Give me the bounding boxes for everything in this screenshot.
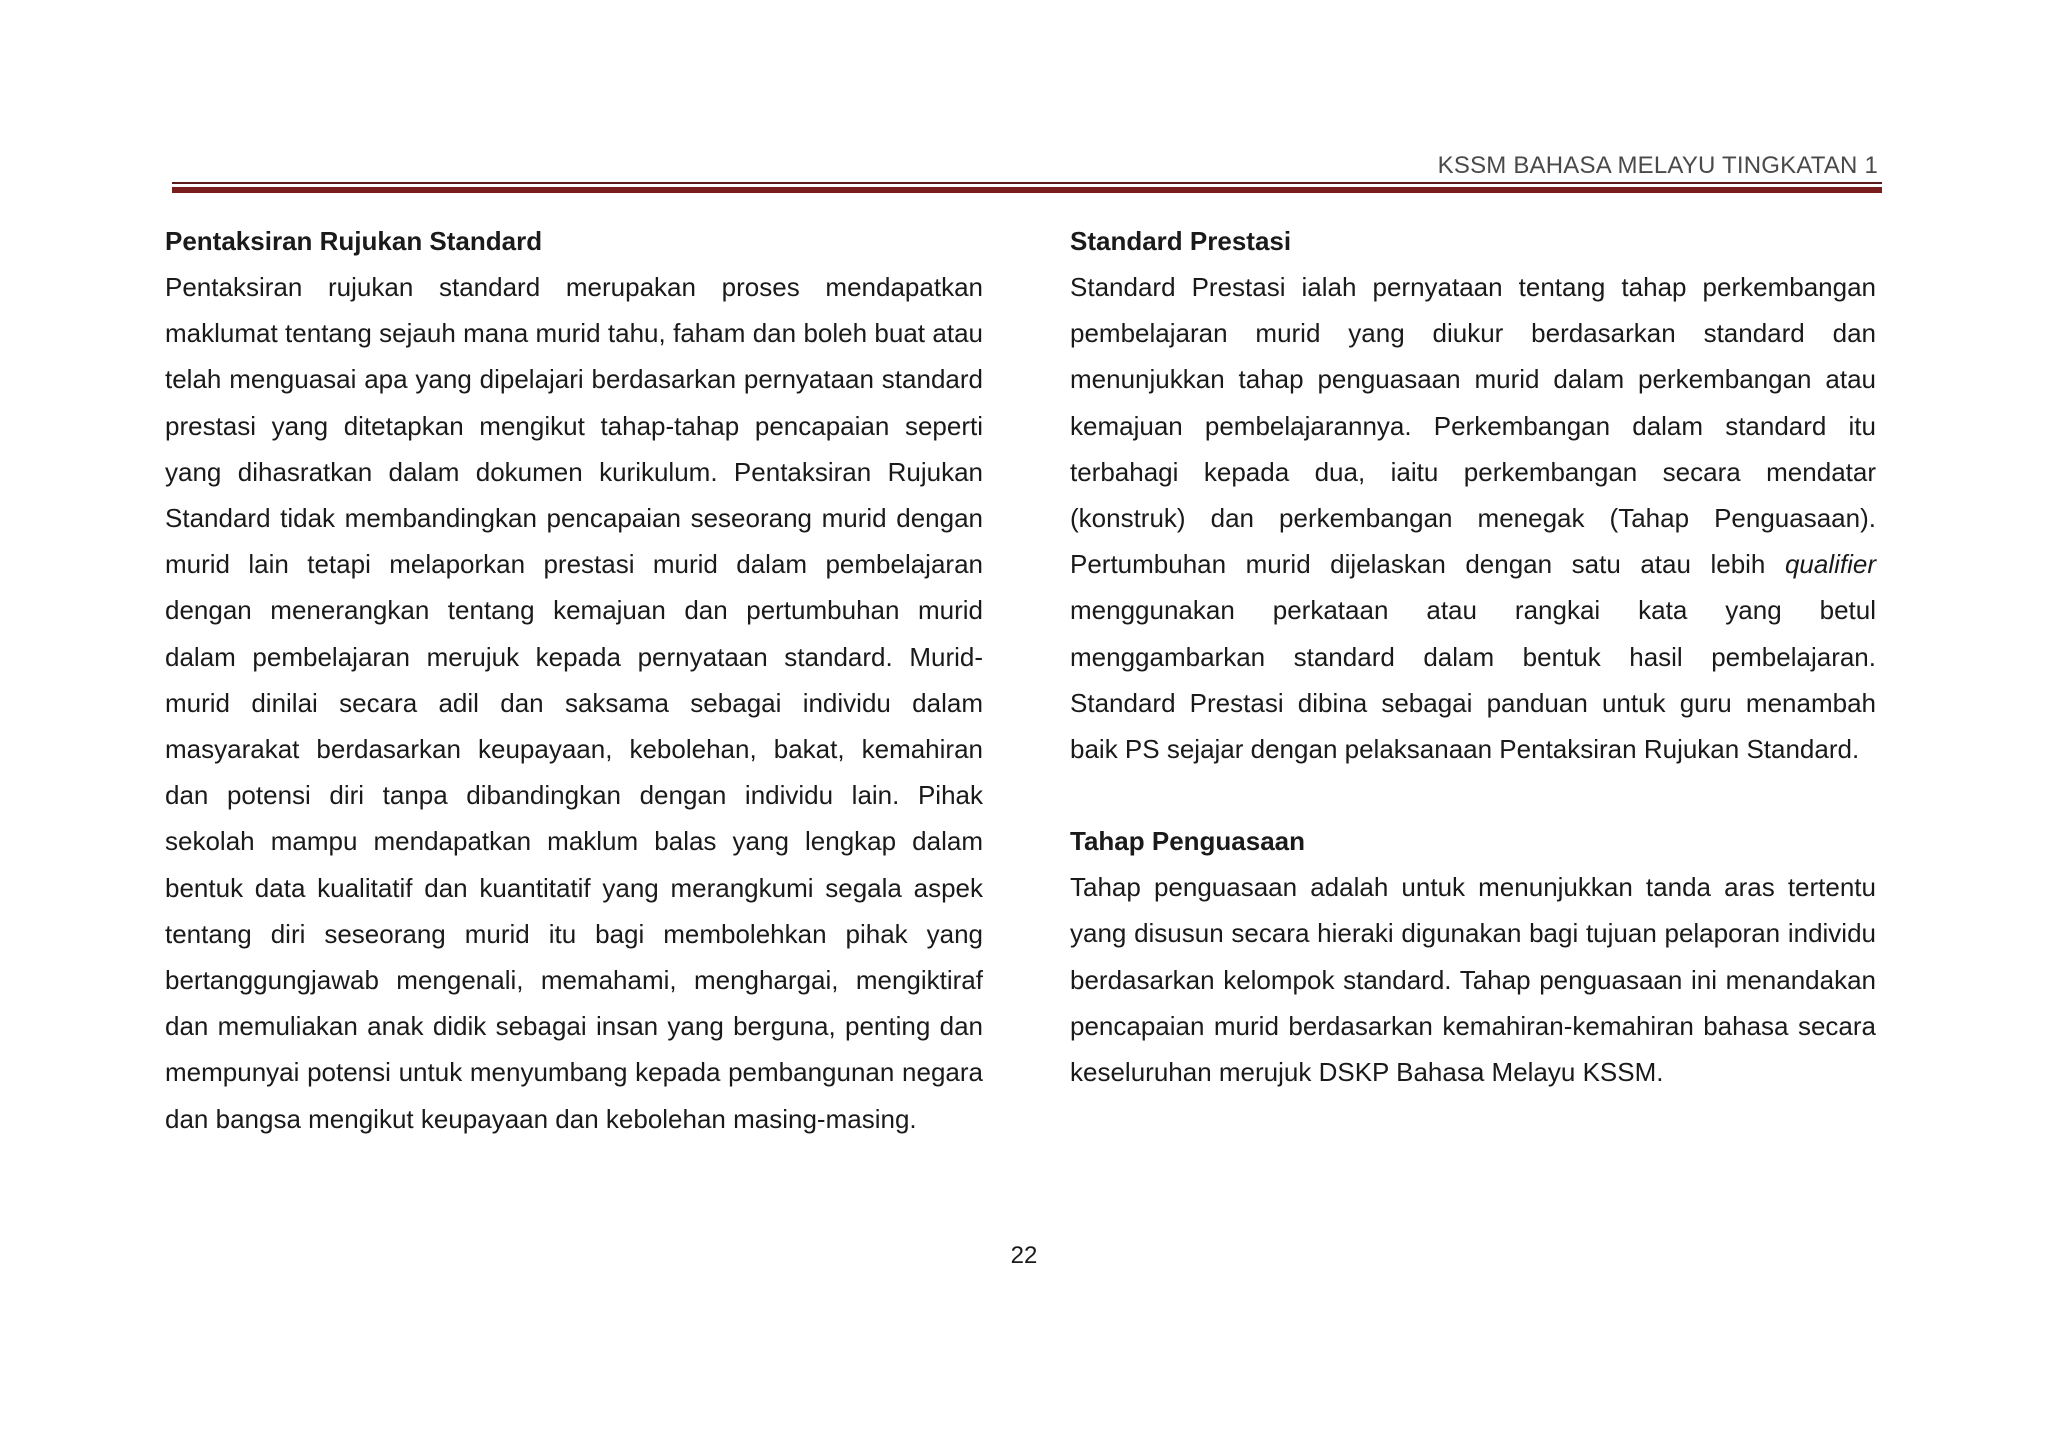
header-rule-thick [172, 187, 1882, 193]
paragraph-text-part2: menggunakan perkataan atau rangkai kata yang betul menggambarkan standard dalam bentuk hasil pembelajaran. Standard Prestasi dibina sebagai panduan untuk guru menambah baik PS sejajar dengan pelaksanaan Pentaksiran Rujukan Standard. [1070, 595, 1876, 765]
section-heading-pentaksiran: Pentaksiran Rujukan Standard [165, 226, 543, 256]
header-rule-thin [172, 182, 1882, 184]
section-spacer [1070, 772, 1876, 818]
paragraph-standard-prestasi [1070, 264, 1876, 772]
left-column [165, 218, 983, 1142]
right-column [1070, 218, 1876, 1095]
section-heading-tahap-penguasaan: Tahap Penguasaan [1070, 826, 1306, 857]
qualifier-term: qualifier [1784, 549, 1876, 580]
running-header-title: KSSM BAHASA MELAYU TINGKATAN 1 [1437, 152, 1878, 179]
paragraph-tahap-penguasaan: Tahap penguasaan adalah untuk menunjukkan tanda aras tertentu yang disusun secara hieraki digunakan bagi tujuan pelaporan individu berdasarkan kelompok standard. Tahap penguasaan ini menandakan pencapaian murid berdasarkan kemahiran-kemahiran bahasa secara keseluruhan merujuk DSKP Bahasa Melayu KSSM. [1070, 872, 1876, 1088]
section-heading-standard-prestasi: Standard Prestasi [1070, 226, 1292, 256]
page-number: 22 [1010, 1242, 1038, 1269]
paragraph-pentaksiran: Pentaksiran rujukan standard merupakan proses mendapatkan maklumat tentang sejauh mana murid tahu, faham dan boleh buat atau telah menguasai apa yang dipelajari berdasarkan pernyataan standard prestasi yang ditetapkan mengikut tahap-tahap pencapaian seperti yang dihasratkan dalam dokumen kurikulum. Pentaksiran Rujukan Standard tidak membandingkan pencapaian seseorang murid dengan murid lain tetapi melaporkan prestasi murid dalam pembelajaran dengan menerangkan tentang kemajuan dan pertumbuhan murid dalam pembelajaran merujuk kepada pernyataan standard. Murid-murid dinilai secara adil dan saksama sebagai individu dalam masyarakat berdasarkan keupayaan, kebolehan, bakat, kemahiran dan potensi diri tanpa dibandingkan dengan individu lain. Pihak sekolah mampu mendapatkan maklum balas yang lengkap dalam bentuk data kualitatif dan kuantitatif yang merangkumi segala aspek tentang diri seseorang murid itu bagi membolehkan pihak yang bertanggungjawab mengenali, memahami, menghargai, mengiktiraf dan memuliakan anak didik sebagai insan yang berguna, penting dan mempunyai potensi untuk menyumbang kepada pembangunan negara dan bangsa mengikut keupayaan dan kebolehan masing-masing. [165, 272, 983, 1134]
paragraph-text-part1: Standard Prestasi ialah pernyataan tentang tahap perkembangan pembelajaran murid yang diukur berdasarkan standard dan menunjukkan tahap penguasaan murid dalam perkembangan atau kemajuan pembelajarannya. Perkembangan dalam standard itu terbahagi kepada dua, iaitu perkembangan secara mendatar (konstruk) dan perkembangan menegak (Tahap Penguasaan). Pertumbuhan murid dijelaskan dengan satu atau lebih [1070, 272, 1876, 580]
